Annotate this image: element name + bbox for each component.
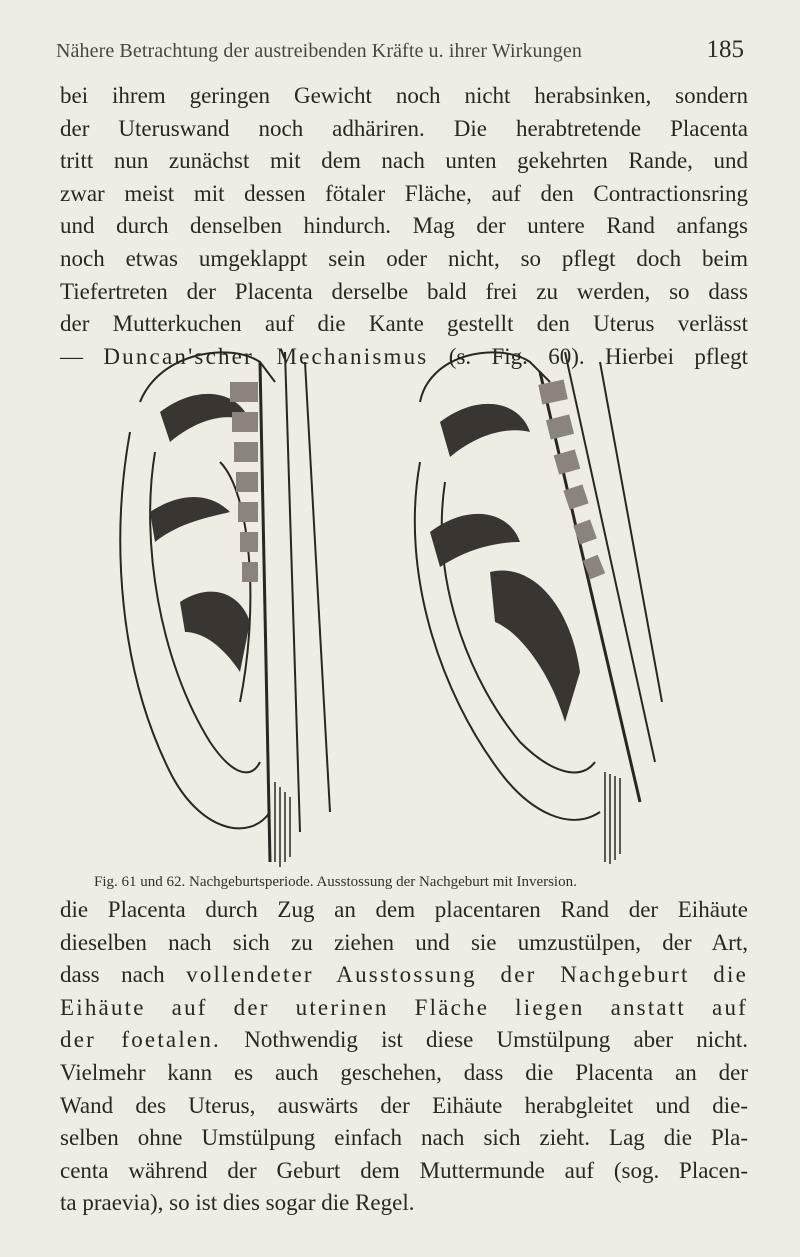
spaced-emphasis: vollendeter Ausstossung der Nachgeburt die [186,962,748,988]
text-line: Tiefertreten der Placenta derselbe bald frei zu werden, so dass [60,278,748,304]
text-line: zwar meist mit dessen fötaler Fläche, auf den Contractionsring [60,180,748,206]
caption-label: Fig. 61 und 62. [94,874,186,890]
text-line: bei ihrem geringen Gewicht noch nicht herabsinken, sondern [60,83,748,108]
text-line: Wand des Uterus, auswärts der Eihäute herabgleitet und die- [60,1092,748,1118]
spaced-emphasis-line: Eihäute auf der uterinen Fläche liegen anstatt auf [60,994,748,1020]
caption-text: Nachgeburtsperiode. Ausstossung der Nachgeburt mit Inversion. [189,874,577,890]
figure-62-illustration [400,342,670,872]
text-line: selben ohne Umstülpung einfach nach sich zieht. Lag die Pla- [60,1125,748,1151]
text-dash: — [60,343,104,369]
figure-61-62 [100,342,720,872]
text-line: die Placenta durch Zug an dem placentaren Rand der Eihäute [60,897,748,922]
text-line: centa während der Geburt dem Muttermunde auf (sog. Placen- [60,1157,748,1183]
text-line-final: ta praevia), so ist dies sogar die Regel. [60,1190,415,1216]
text-line: tritt nun zunächst mit dem nach unten gekehrten Rande, und [60,148,748,174]
spaced-emphasis: der foetalen. [60,1027,221,1053]
text-segment: dass nach [60,962,187,988]
text-tail: (s. Fig. 60). Hierbei pflegt [428,343,748,369]
running-title: Nähere Betrachtung der austreibenden Kräfte u. ihrer Wirkungen [56,40,582,62]
running-header [56,36,746,66]
text-segment: Nothwendig ist diese Umstülpung aber nicht. [221,1027,748,1053]
text-line: der Mutterkuchen auf die Kante gestellt den Uterus verlässt [60,311,748,337]
spaced-term-duncan: Duncan'scher Mechanismus [103,343,429,369]
text-line: noch etwas umgeklappt sein oder nicht, so pflegt doch beim [60,245,748,271]
sagittal-section-illustration [100,342,370,872]
text-line: und durch denselben hindurch. Mag der untere Rand anfangs [60,213,748,239]
sagittal-section-illustration [400,342,670,872]
page-number: 185 [706,36,744,63]
paragraph-top [60,80,748,373]
figure-caption [94,874,704,891]
text-line: Vielmehr kann es auch geschehen, dass die Placenta an der [60,1059,748,1085]
text-line [60,1024,748,1057]
text-line [60,959,748,992]
text-line: der Uteruswand noch adhäriren. Die herabtretende Placenta [60,115,748,141]
text-line: dieselben nach sich zu ziehen und sie umzustülpen, der Art, [60,929,748,955]
paragraph-bottom [60,894,748,1220]
figure-61-illustration [100,342,370,872]
